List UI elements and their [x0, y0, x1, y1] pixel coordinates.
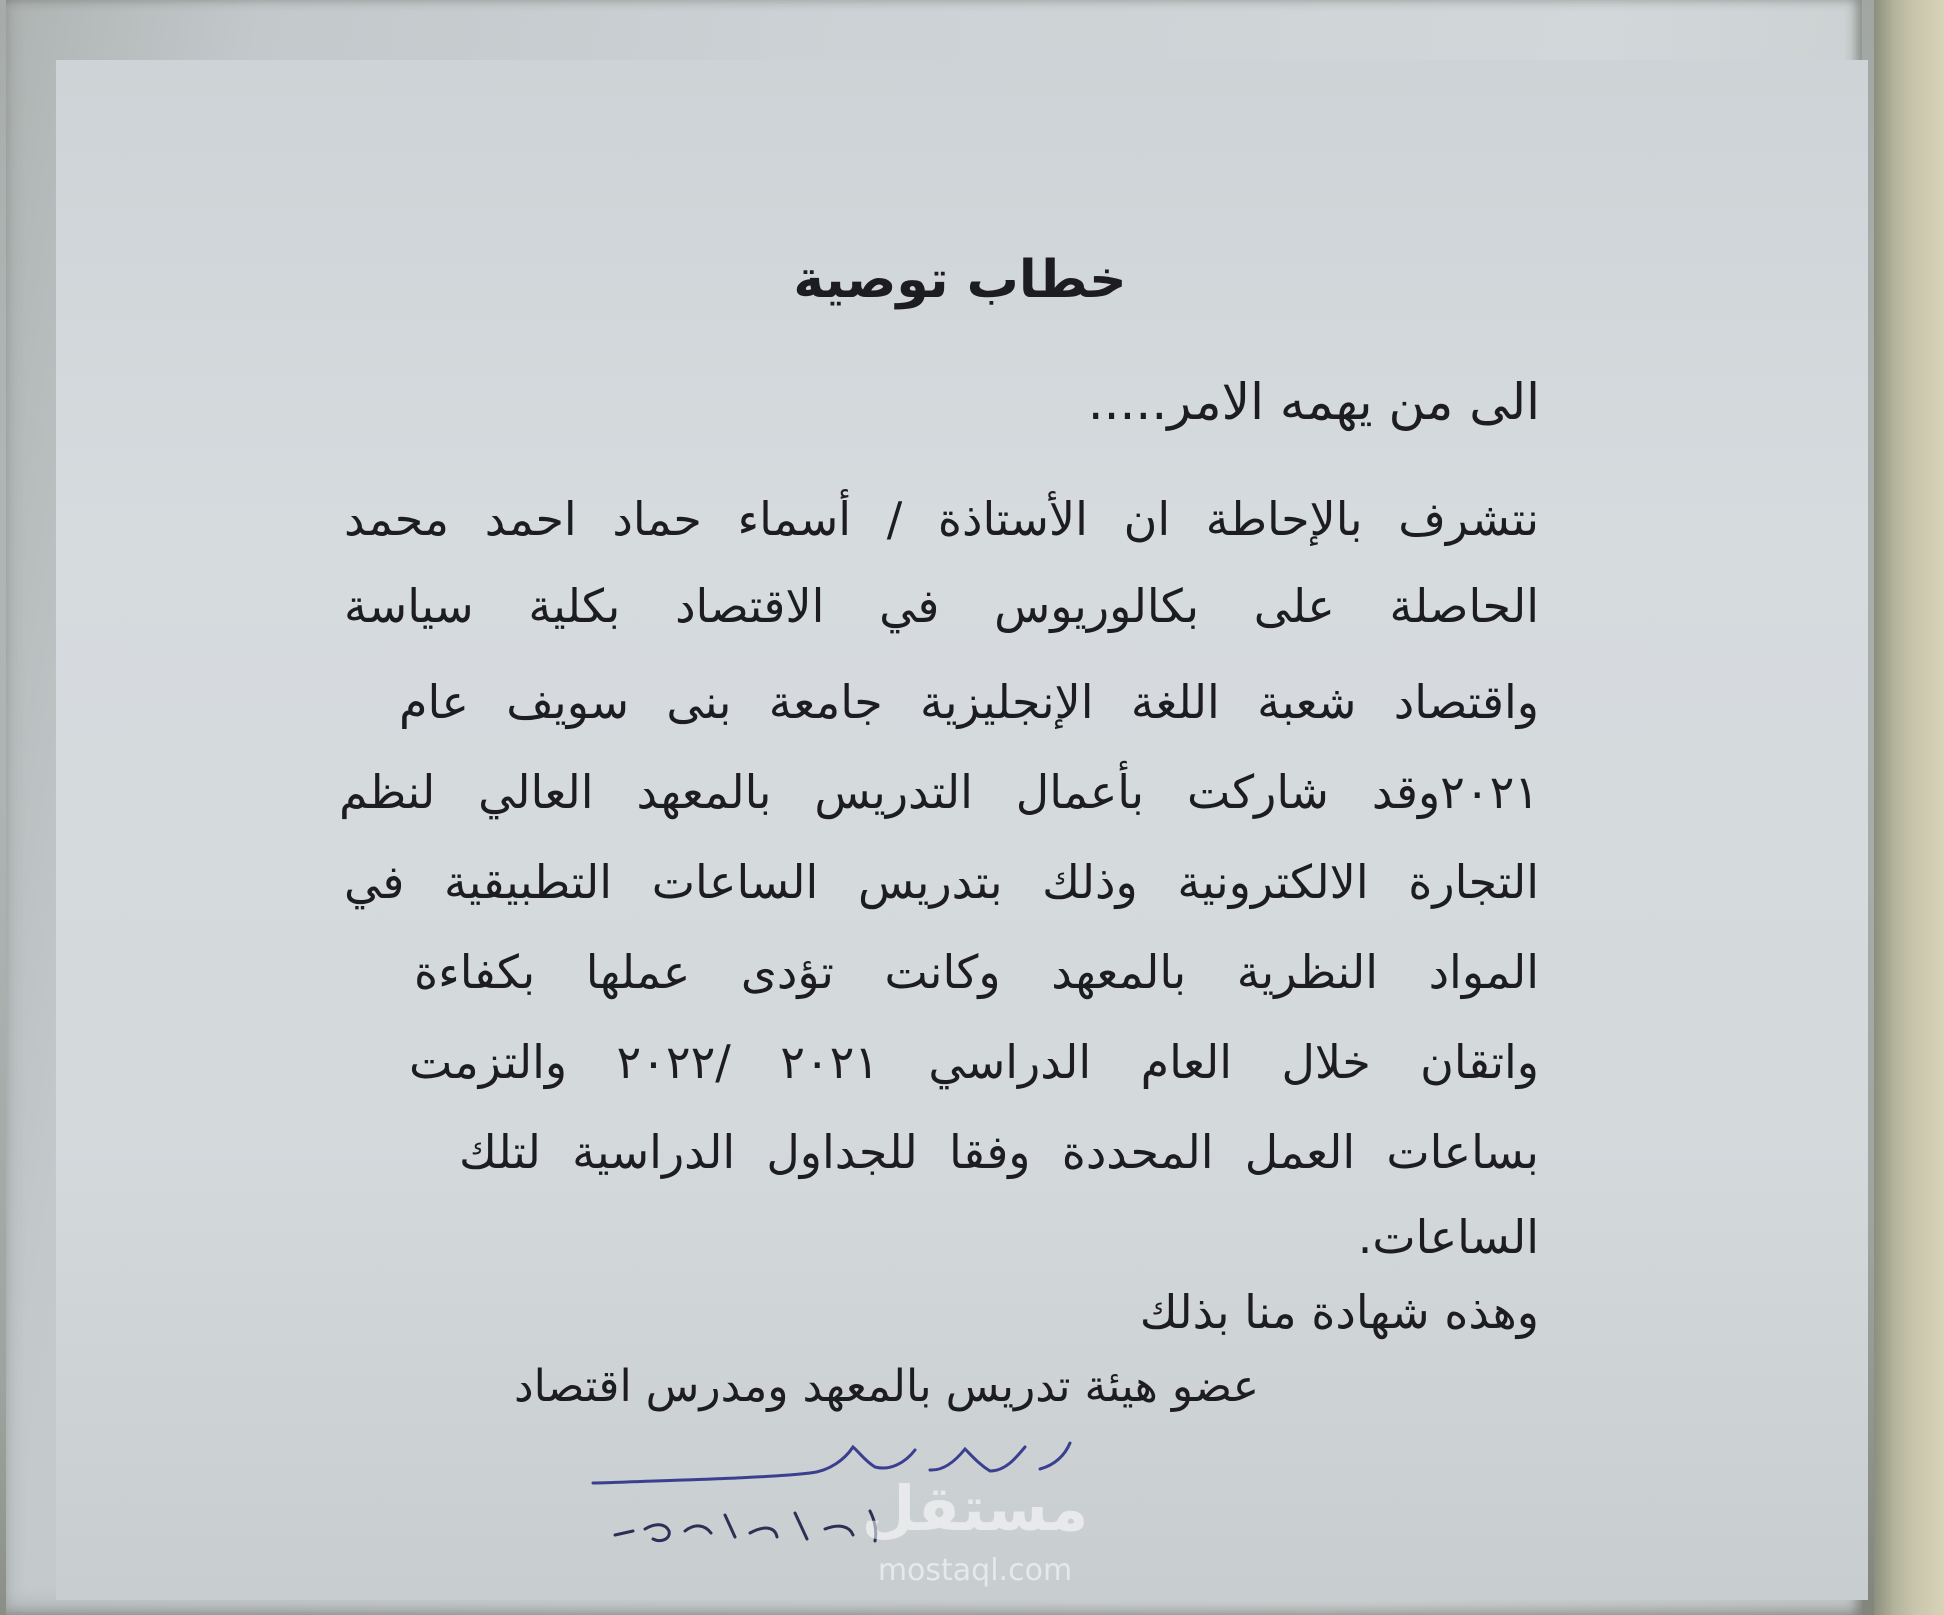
letter-closing: وهذه شهادة منا بذلك: [1139, 1285, 1539, 1339]
desk-edge: [1874, 0, 1944, 1615]
letter-body-line: الساعات.: [1357, 1210, 1539, 1264]
letter-body-line: الحاصلة على بكالوريوس في الاقتصاد بكلية سياسة: [344, 579, 1539, 633]
mostaql-watermark: [850, 1460, 1100, 1600]
signer-title: عضو هيئة تدريس بالمعهد ومدرس اقتصاد: [513, 1361, 1259, 1412]
handwritten-date: [610, 1530, 611, 1531]
letter-body-line: التجارة الالكترونية وذلك بتدريس الساعات التطبيقية في: [344, 855, 1539, 909]
letter-body-line: ٢٠٢١وقد شاركت بأعمال التدريس بالمعهد العالي لنظم: [339, 765, 1539, 819]
letter-body-line: نتشرف بالإحاطة ان الأستاذة / أسماء حماد احمد محمد: [344, 492, 1539, 546]
watermark-domain: mostaql.com: [877, 1553, 1073, 1588]
letter-body-line: واقتصاد شعبة اللغة الإنجليزية جامعة بنى سويف عام: [399, 675, 1539, 729]
letter-body-line: واتقان خلال العام الدراسي ٢٠٢١ /٢٠٢٢ والتزمت: [409, 1035, 1540, 1089]
letter-body-line: بساعات العمل المحددة وفقا للجداول الدراسية لتلك: [459, 1125, 1539, 1179]
watermark-brand: مستقل: [861, 1472, 1089, 1545]
letter-title: خطاب توصية: [793, 250, 1127, 310]
letter-body-line: المواد النظرية بالمعهد وكانت تؤدى عملها بكفاءة: [414, 945, 1539, 999]
letter-salutation: الى من يهمه الامر.....: [1087, 373, 1540, 431]
